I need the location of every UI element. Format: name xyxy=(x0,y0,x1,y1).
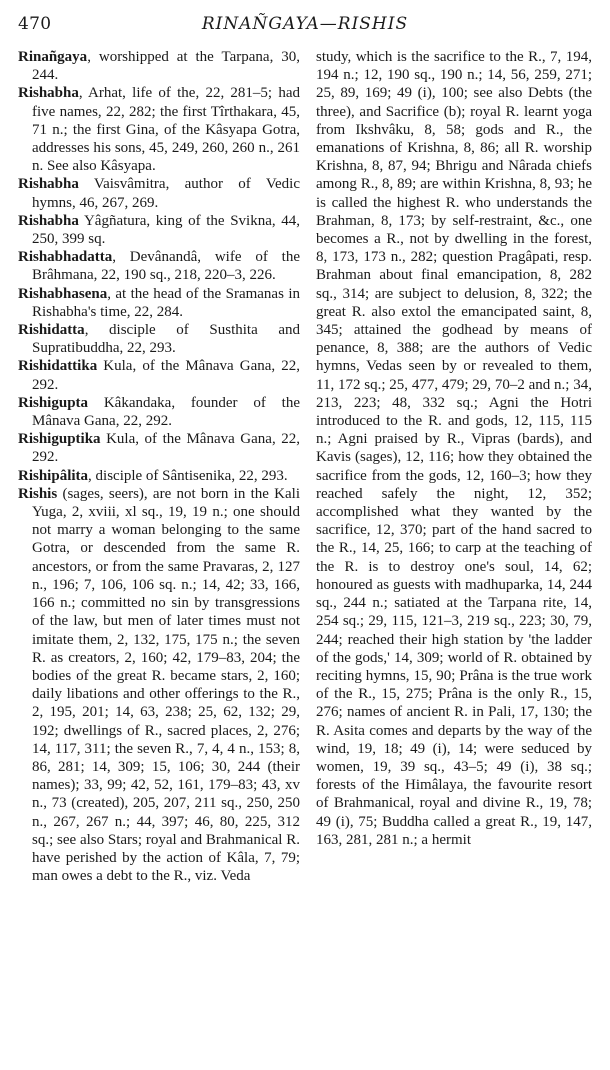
entry-text: , Arhat, life of the, 22, 281–5; had five names, 22, 282; the first Tîrthakara, 45, 71 n.; the first Gina, of the Kâsyapa Gotra, addresses his sons, 45, 249, 260, 260 n., 261 n. See also Kâsyapa. xyxy=(32,85,300,175)
index-column-left xyxy=(18,48,300,885)
entry-headword: Rishipâlita xyxy=(18,467,89,484)
entry-headword: Rishabha xyxy=(18,176,79,193)
entry-text: Vaisvâmitra, author of Vedic hymns, 46, 267, 269. xyxy=(32,176,300,211)
entry-text: Yâgñatura, king of the Svikna, 44, 250, 399 sq. xyxy=(32,212,300,248)
entry-headword: Rishabha xyxy=(18,212,79,229)
entry-text: , at the head of the Sramanas in Rishabha's time, 22, 284. xyxy=(32,285,300,320)
entry-headword: Rishabhasena xyxy=(18,285,108,302)
index-entry xyxy=(18,467,300,485)
index-entry xyxy=(18,175,300,211)
index-column-right xyxy=(316,48,592,849)
index-entry xyxy=(18,357,300,393)
entry-headword: Rishis xyxy=(18,485,58,502)
entry-text: Kula, of the Mânava Gana, 22, 292. xyxy=(32,358,300,393)
entry-headword: Rishiguptika xyxy=(18,431,101,448)
entry-text: Kula, of the Mânava Gana, 22, 292. xyxy=(32,431,300,466)
entry-text: (sages, seers), are not born in the Kali Yuga, 2, xviii, xl sq., 19, 19 n.; one should not marry a woman belonging to the same Gotra, or descended from the same R. ancestors, or from the same Pravaras, 2, 127 n., 196; 7, 106, 106 sq. n.; 14, 42; 33, 166, 166 n.; committed no sin by transgressions of the law, but men of later times must not imitate them, 2, 132, 175, 175 n.; the seven R. as creators, 2, 160; 42, 179–83, 204; the bodies of the great R. became stars, 2, 160; daily libations and other offerings to the R., 2, 195, 201; 14, 63, 238; 25, 62, 132; 29, 192; dwellings of R., sacred places, 2, 276; 14, 117, 311; the seven R., 7, 4, 4 n., 153; 8, 86, 281; 14, 309; 15, 106; 30, 244 (their names); 33, 99; 42, 52, 161, 179–83; 43, xv n., 73 (created), 205, 207, 211 sq., 250, 250 n., 267, 267 n.; 44, 397; 46, 80, 225, 312 sq.; see also Stars; royal and Brahmanical R. have perished by the action of Kâla, 7, 79; man owes a debt to the R., viz. Veda xyxy=(32,485,300,885)
entry-headword: Rishabhadatta xyxy=(18,249,113,266)
page-number: 470 xyxy=(18,14,52,34)
entry-text: , worshipped at the Tarpana, 30, 244. xyxy=(32,49,300,84)
index-entry xyxy=(18,321,300,357)
index-entry xyxy=(18,84,300,175)
entry-headword: Rishigupta xyxy=(18,394,89,411)
entry-text: , disciple of Sântisenika, 22, 293. xyxy=(88,467,288,484)
entry-headword: Rishabha xyxy=(18,85,79,102)
entry-text: , Devânandâ, wife of the Brâhmana, 22, 190 sq., 218, 220–3, 226. xyxy=(32,249,300,284)
entry-headword: Rishidatta xyxy=(18,322,85,339)
index-entry xyxy=(18,248,300,284)
index-entry xyxy=(18,485,300,885)
index-entry xyxy=(18,285,300,321)
index-entry xyxy=(18,430,300,466)
entry-headword: Rishidattika xyxy=(18,358,98,375)
index-entry xyxy=(18,212,300,248)
index-entry xyxy=(18,48,300,84)
entry-text: , disciple of Susthita and Supratibuddha, 22, 293. xyxy=(32,322,300,357)
index-entry-continuation: study, which is the sacrifice to the R., 7, 194, 194 n.; 12, 190 sq., 190 n.; 14, 56, 259, 271; 25, 89, 169; 49 (i), 100; see also Debts (the three), and Sacrifice (b); royal R. learnt yoga from Ikshvâku, 8, 58; gods and R., the emanations of Krishna, 8, 86; all R. worship Krishna, 8, 87, 94; Bhrigu and Nârada chiefs among R., 8, 89; are within Krishna, 8, 93; he is called the highest R. who understands the Brahman, 8, 173; by self-restraint, &c., one becomes a R., not by dwelling in the forest, 8, 173, 173 n., 282; question Pragâpati, resp. Brahman about final emancipation, 8, 282 sq., 314; are subject to delusion, 8, 322; the great R. also extol the emancipated saint, 8, 345; attained the godhead by means of penance, 8, 388; are the authors of Vedic hymns, Vedas seen by or revealed to them, 11, 172 sq.; 25, 477, 479; 29, 70–2 and n.; 34, 213, 223; 48, 332 sq.; Agni the Hotri introduced to the R. and gods, 12, 115, 115 n.; Agni praised by R., Vipras (bards), and Kavis (sages), 12, 116; how they obtained the sacrifice from the gods, 12, 160–3; how they reached safely the night, 12, 352; accomplished what they wanted by the sacrifice, 12, 370; part of the hand sacred to the R., 14, 25, 166; to carp at the teaching of the R. is to destroy one's soul, 14, 62; honoured as guests with madhuparka, 14, 244 sq., 244 n.; satiated at the Tarpana rite, 14, 254 sq.; 29, 115, 121–3, 219 sq., 223; 30, 79, 244; reached their high station by 'the ladder of the gods,' 14, 309; world of R. obtained by reciting hymns, 15, 90; Prâna is the true work of the R., 15, 275; Prâna is the only R., 15, 276; names of ancient R. in Pali, 17, 130; the R. Asita comes and departs by the way of the wind, 19, 18; 49 (i), 14; were seduced by women, 19, 39 sq., 43–5; 49 (i), 38 sq.; forests of the Himâlaya, the favourite resort of Brahmanical, royal and divine R., 19, 78; 49 (i), 75; Buddha called a great R., 19, 147, 163, 281, 281 n.; a hermit xyxy=(316,49,592,848)
entry-text: Kâkandaka, founder of the Mânava Gana, 22, 292. xyxy=(32,394,300,430)
running-title: RINAÑGAYA—RISHIS xyxy=(201,14,409,34)
index-entry xyxy=(18,394,300,430)
entry-headword: Rinañgaya xyxy=(18,49,88,65)
page-header xyxy=(18,10,592,36)
